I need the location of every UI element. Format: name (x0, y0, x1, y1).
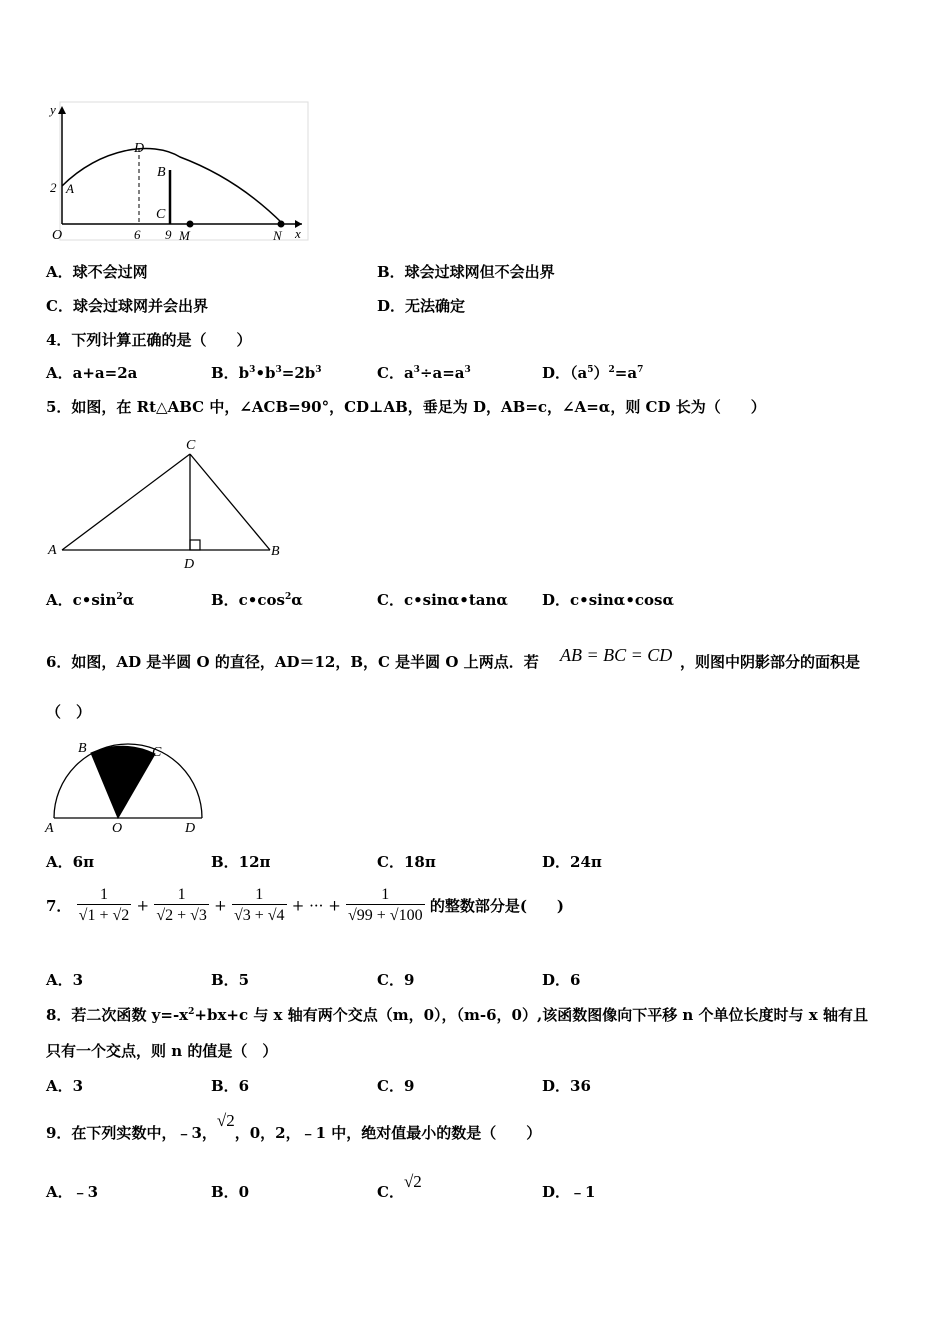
q6-option-b[interactable]: B．12π (211, 853, 271, 871)
q5-b-prefix: B．c•cos (211, 591, 285, 609)
right-angle-mark (190, 540, 200, 550)
q4-b-eq: =2b (281, 364, 316, 382)
parabola-graph (40, 100, 320, 250)
q5-option-a[interactable] (46, 591, 134, 609)
q7-numerator-3: 1 (255, 886, 264, 903)
q4-b-prefix: B．b (211, 364, 250, 382)
triangle-label-a: A (48, 543, 57, 558)
q4-b-exp1: 3 (249, 365, 256, 375)
q7-plus-2: + (214, 896, 227, 915)
q8-line1-exp: 2 (188, 1007, 195, 1017)
semicircle-label-d: D (185, 821, 196, 836)
tick-2: 2 (50, 180, 57, 195)
tick-9: 9 (165, 227, 172, 242)
q7-option-b[interactable]: B．5 (211, 971, 250, 989)
q7-fraction-2 (154, 886, 209, 925)
q8-option-a[interactable]: A．3 (46, 1077, 84, 1095)
point-n-dot (278, 221, 285, 228)
q4-option-b[interactable] (211, 364, 322, 382)
q5-a-exp: 2 (116, 592, 123, 602)
q7-denominator-2: √2 + √3 (154, 904, 209, 925)
q8-stem-line1 (46, 1006, 868, 1024)
semicircle-label-a: A (45, 821, 54, 836)
triangle-label-d: D (184, 557, 195, 572)
q8-option-d[interactable]: D．36 (542, 1077, 591, 1095)
q9-sqrt2: √2 (216, 1111, 235, 1130)
q7-fraction-1 (77, 886, 132, 925)
q7-numerator-4: 1 (381, 886, 390, 903)
q4-b-exp3: 3 (315, 365, 322, 375)
q3-option-a[interactable]: A．球不会过网 (46, 263, 148, 281)
q4-b-mid: •b (255, 364, 276, 382)
shaded-region (91, 746, 155, 818)
q4-option-a[interactable]: A．a+a=2a (46, 364, 138, 382)
q7-denominator-1: √1 + √2 (77, 904, 132, 925)
q6-stem-part2: ，则图中阴影部分的面积是 (680, 653, 861, 671)
q7-denominator-3: √3 + √4 (232, 904, 287, 925)
q4-stem: 4．下列计算正确的是（ ） (46, 331, 252, 349)
q6-stem-part1: 6．如图，AD 是半圆 O 的直径，AD＝12，B，C 是半圆 O 上两点．若 (46, 653, 539, 671)
q7-numerator-2: 1 (177, 886, 186, 903)
label-n: N (273, 228, 282, 243)
q8-line1-prefix: 8．若二次函数 y=-x (46, 1006, 189, 1024)
q6-option-c[interactable]: C．18π (377, 853, 436, 871)
q5-option-c[interactable]: C．c•sinα•tanα (377, 591, 508, 609)
axis-x-label: x (295, 226, 301, 241)
triangle-label-c: C (186, 438, 196, 453)
q9-option-a[interactable]: A．﹣3 (46, 1183, 99, 1201)
q6-option-a[interactable]: A．6π (46, 853, 95, 871)
q8-line1-suffix: +bx+c 与 x 轴有两个交点（m，0），（m-6，0）,该函数图像向下平移 n 个单位长度时与 x 轴有且 (194, 1006, 868, 1024)
q4-d-exp3: 7 (637, 365, 644, 375)
q6-option-d[interactable]: D．24π (542, 853, 602, 871)
semicircle-label-c: C (152, 745, 162, 760)
q4-option-d[interactable] (542, 364, 643, 382)
parabola-curve (62, 149, 283, 224)
label-a: A (66, 181, 74, 196)
q7-numerator-1: 1 (99, 886, 108, 903)
q7-denominator-4: √99 + √100 (346, 904, 425, 925)
q7-option-a[interactable]: A．3 (46, 971, 84, 989)
q7-option-c[interactable]: C．9 (377, 971, 415, 989)
q4-d-mid: ） (593, 364, 609, 382)
q4-d-exp2: 2 (608, 365, 615, 375)
point-m-dot (187, 221, 194, 228)
q8-option-c[interactable]: C．9 (377, 1077, 415, 1095)
q5-b-suffix: α (291, 591, 303, 609)
q8-option-b[interactable]: B．6 (211, 1077, 250, 1095)
label-c: C (156, 207, 166, 222)
q4-d-exp1: 5 (587, 365, 594, 375)
triangle-label-b: B (271, 544, 280, 559)
q7-option-d[interactable]: D．6 (542, 971, 581, 989)
q5-option-b[interactable] (211, 591, 303, 609)
q9-stem (46, 1111, 542, 1142)
q5-a-prefix: A．c•sin (46, 591, 117, 609)
q4-b-exp2: 3 (275, 365, 282, 375)
q7-fraction-3 (232, 886, 287, 925)
q9-c-value: √2 (403, 1172, 422, 1191)
q4-d-prefix: D．（a (542, 364, 588, 382)
q7-ellipsis: + ··· + (291, 896, 341, 915)
q4-d-eq: =a (614, 364, 638, 382)
q4-c-prefix: C．a (377, 364, 414, 382)
q4-c-exp2: 3 (464, 365, 471, 375)
q8-stem-line2: 只有一个交点，则 n 的值是（ ） (46, 1042, 278, 1060)
q9-stem-prefix: 9．在下列实数中，﹣3， (46, 1124, 217, 1142)
q3-option-c[interactable]: C．球会过球网并会出界 (46, 297, 208, 315)
q5-a-suffix: α (122, 591, 135, 609)
q7-number: 7． (46, 897, 72, 915)
origin-label: O (52, 228, 63, 243)
q3-option-b[interactable]: B．球会过球网但不会出界 (377, 263, 555, 281)
q7-fraction-4 (346, 886, 425, 925)
tick-6: 6 (134, 227, 141, 242)
q5-option-d[interactable]: D．c•sinα•cosα (542, 591, 675, 609)
label-b: B (157, 165, 166, 180)
semicircle-label-o: O (112, 821, 123, 836)
triangle-figure (40, 432, 300, 572)
q7-plus-1: + (136, 896, 150, 915)
q9-option-d[interactable]: D．﹣1 (542, 1183, 596, 1201)
q6-stem (46, 653, 539, 671)
q7-suffix: 的整数部分是( ) (429, 897, 565, 915)
q5-b-exp: 2 (284, 592, 292, 602)
q4-option-c[interactable] (377, 364, 471, 382)
q7-expression (46, 886, 564, 925)
q5-stem: 5．如图，在 Rt△ABC 中，∠ACB=90°，CD⊥AB，垂足为 D，AB=c，∠A=α，则 CD 长为（ ） (46, 398, 766, 416)
q4-c-mid: ÷a=a (419, 364, 465, 382)
label-m: M (179, 228, 190, 243)
label-d: D (134, 141, 145, 156)
q6-arc-equation: AB = BC = CD (560, 645, 673, 665)
semicircle-label-b: B (78, 741, 87, 756)
q9-c-prefix: C． (377, 1183, 404, 1201)
q3-option-d[interactable]: D．无法确定 (377, 297, 466, 315)
q9-option-c[interactable] (377, 1172, 422, 1201)
q9-option-b[interactable]: B．0 (211, 1183, 250, 1201)
q9-stem-suffix: ，0，2，﹣1 中，绝对值最小的数是（ ） (234, 1124, 542, 1142)
semicircle-figure (40, 738, 220, 838)
q6-paren: （ ） (46, 703, 92, 721)
q4-c-exp1: 3 (413, 365, 420, 375)
axis-y-label: y (50, 102, 56, 117)
